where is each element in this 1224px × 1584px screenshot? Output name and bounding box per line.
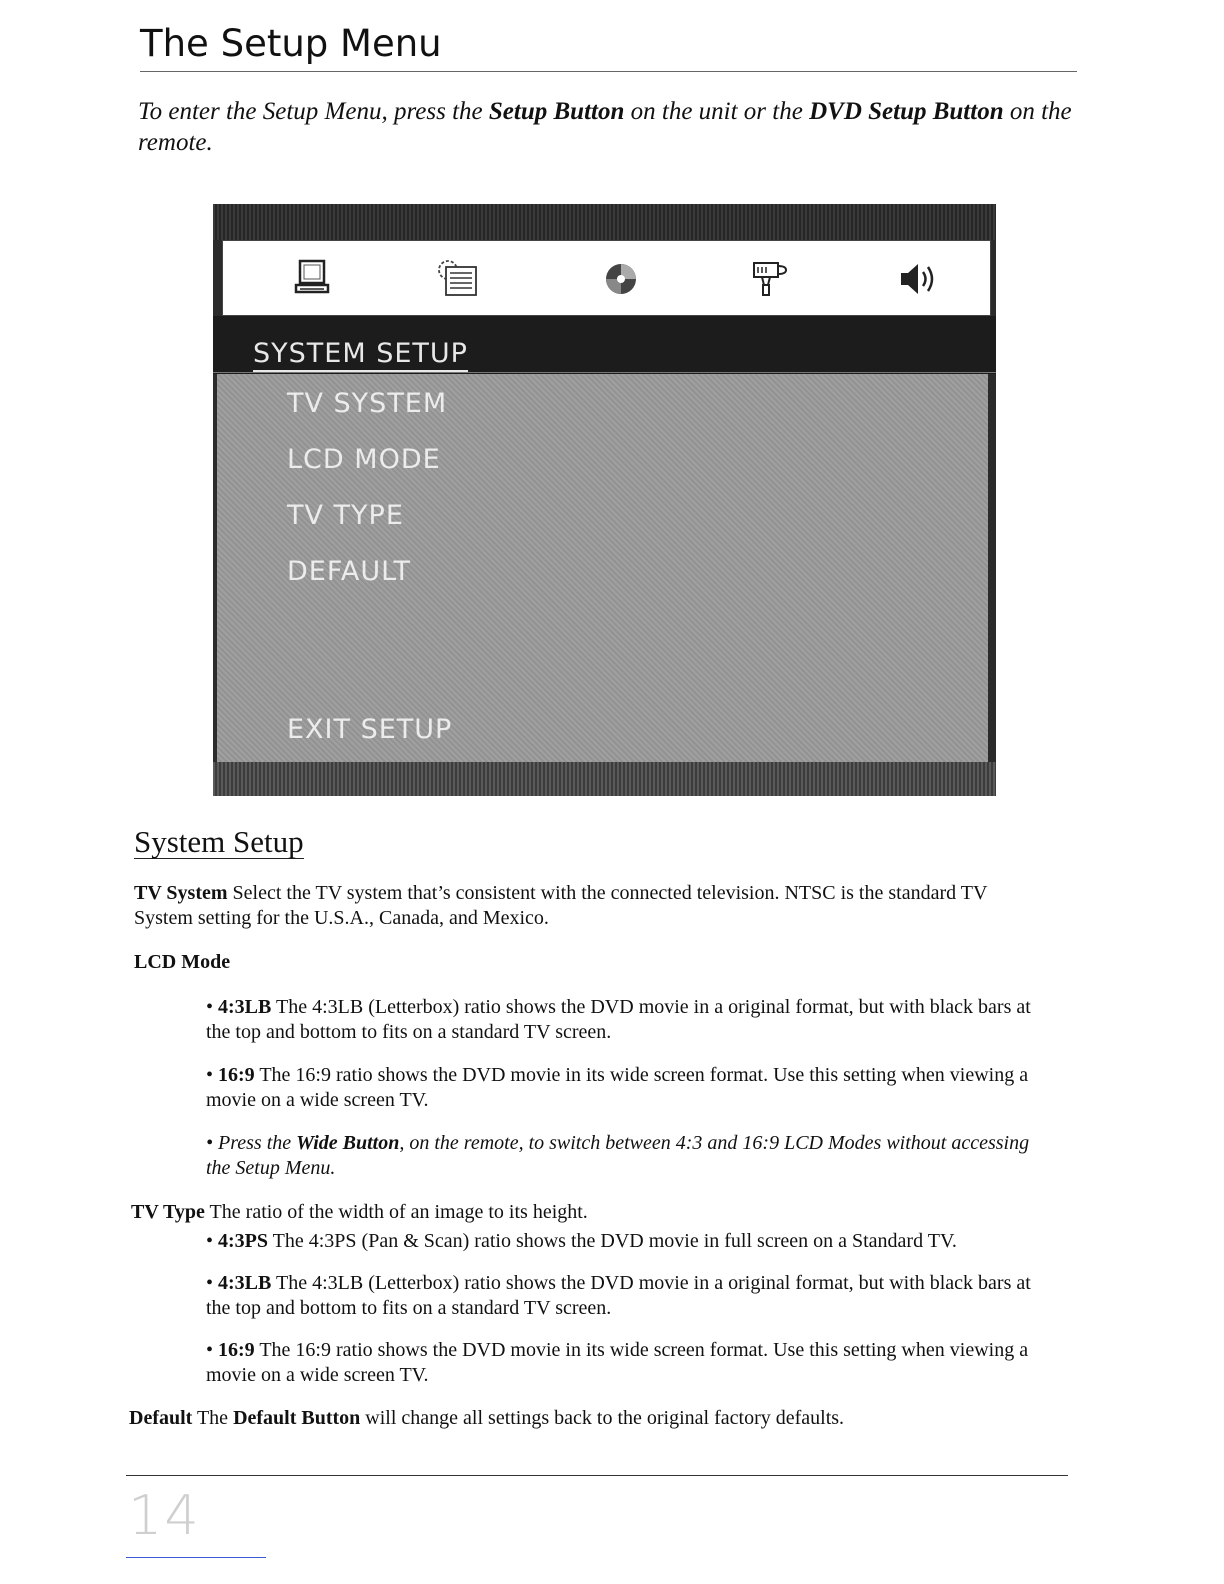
disc-icon[interactable]	[597, 255, 645, 303]
default-button-term: Default Button	[233, 1407, 361, 1429]
lcd-mode-bullet-4-3lb	[206, 995, 1056, 1045]
bullet-term: 4:3LB	[218, 1272, 272, 1294]
bullet-text: The 16:9 ratio shows the DVD movie in its wide screen format. Use this setting when viewing a movie on a wide screen TV.	[206, 1339, 1029, 1386]
osd-header-divider	[213, 372, 996, 373]
note-text: Press the	[218, 1132, 297, 1154]
title-rule	[140, 71, 1077, 72]
page-number: 14	[128, 1484, 201, 1547]
tv-type-bullet-4-3lb	[206, 1271, 1056, 1321]
intro-part: on the remote.	[138, 98, 1072, 156]
tv-type-term: TV Type	[131, 1201, 205, 1223]
intro-part: on the unit or the	[624, 98, 810, 125]
osd-menu-panel	[217, 374, 988, 762]
osd-icon-bar	[222, 240, 991, 316]
tv-system-paragraph	[134, 881, 1044, 931]
speaker-connector-icon[interactable]	[746, 255, 794, 303]
tv-type-paragraph	[131, 1200, 588, 1225]
default-paragraph	[129, 1406, 1069, 1431]
bullet-glyph: •	[206, 1064, 214, 1086]
intro-setup-button-term: Setup Button	[488, 98, 625, 125]
bullet-text: The 4:3LB (Letterbox) ratio shows the DVD movie in a original format, but with black bars at the top and bottom to fits on a standard TV screen.	[206, 1272, 1031, 1319]
osd-item-lcd-mode[interactable]: LCD MODE	[287, 444, 441, 475]
bullet-term: 4:3PS	[218, 1230, 269, 1252]
lcd-mode-bullet-16-9	[206, 1063, 1068, 1113]
lcd-mode-term: LCD Mode	[134, 951, 231, 973]
bullet-glyph: •	[206, 1272, 214, 1294]
intro-text	[138, 96, 1088, 158]
tv-system-term: TV System	[134, 882, 228, 904]
osd-item-tv-system[interactable]: TV SYSTEM	[287, 388, 448, 419]
osd-top-bar	[213, 204, 996, 240]
default-text: will change all settings back to the original factory defaults.	[360, 1407, 845, 1429]
section-title: System Setup	[134, 824, 304, 859]
tv-type-bullet-16-9	[206, 1338, 1068, 1388]
wide-button-note	[206, 1131, 1046, 1181]
tv-system-text: Select the TV system that’s consistent with the connected television. NTSC is the standard TV System setting for the U.S.A., Canada, and Mexico.	[134, 882, 988, 929]
bullet-term: 4:3LB	[218, 996, 272, 1018]
page-title: The Setup Menu	[140, 22, 442, 65]
bullet-text: The 4:3PS (Pan & Scan) ratio shows the DVD movie in full screen on a Standard TV.	[268, 1230, 957, 1252]
bullet-glyph: •	[206, 1339, 214, 1361]
tv-type-bullet-4-3ps	[206, 1229, 1066, 1254]
setup-menu-screenshot	[213, 204, 996, 796]
osd-item-default[interactable]: DEFAULT	[287, 556, 411, 587]
wide-button-term: Wide Button	[296, 1132, 400, 1154]
bullet-glyph: •	[206, 1230, 214, 1252]
bullet-term: 16:9	[218, 1064, 255, 1086]
default-term: Default	[129, 1407, 193, 1429]
lcd-mode-heading	[134, 950, 230, 975]
osd-system-setup-header: SYSTEM SETUP	[253, 338, 468, 372]
osd-item-exit-setup[interactable]: EXIT SETUP	[287, 714, 453, 745]
bullet-text: The 4:3LB (Letterbox) ratio shows the DVD movie in a original format, but with black bars at the top and bottom to fits on a standard TV screen.	[206, 996, 1031, 1043]
speaker-volume-icon[interactable]	[895, 255, 943, 303]
intro-dvd-setup-button-term: DVD Setup Button	[809, 98, 1004, 125]
osd-bottom-bar	[213, 762, 996, 796]
settings-panel-icon[interactable]	[433, 255, 481, 303]
default-text: The	[192, 1407, 234, 1429]
monitor-icon[interactable]	[288, 255, 336, 303]
footer-rule	[126, 1475, 1068, 1476]
bullet-text: The 16:9 ratio shows the DVD movie in its wide screen format. Use this setting when viewing a movie on a wide screen TV.	[206, 1064, 1029, 1111]
bullet-glyph: •	[206, 1132, 214, 1154]
osd-item-tv-type[interactable]: TV TYPE	[287, 500, 404, 531]
note-text: , on the remote, to switch between 4:3 and 16:9 LCD Modes without accessing the Setup Menu.	[206, 1132, 1030, 1179]
page-link-underline	[126, 1557, 266, 1558]
bullet-term: 16:9	[218, 1339, 255, 1361]
tv-type-text: The ratio of the width of an image to its height.	[204, 1201, 588, 1223]
bullet-glyph: •	[206, 996, 214, 1018]
intro-part: To enter the Setup Menu, press the	[138, 98, 489, 125]
